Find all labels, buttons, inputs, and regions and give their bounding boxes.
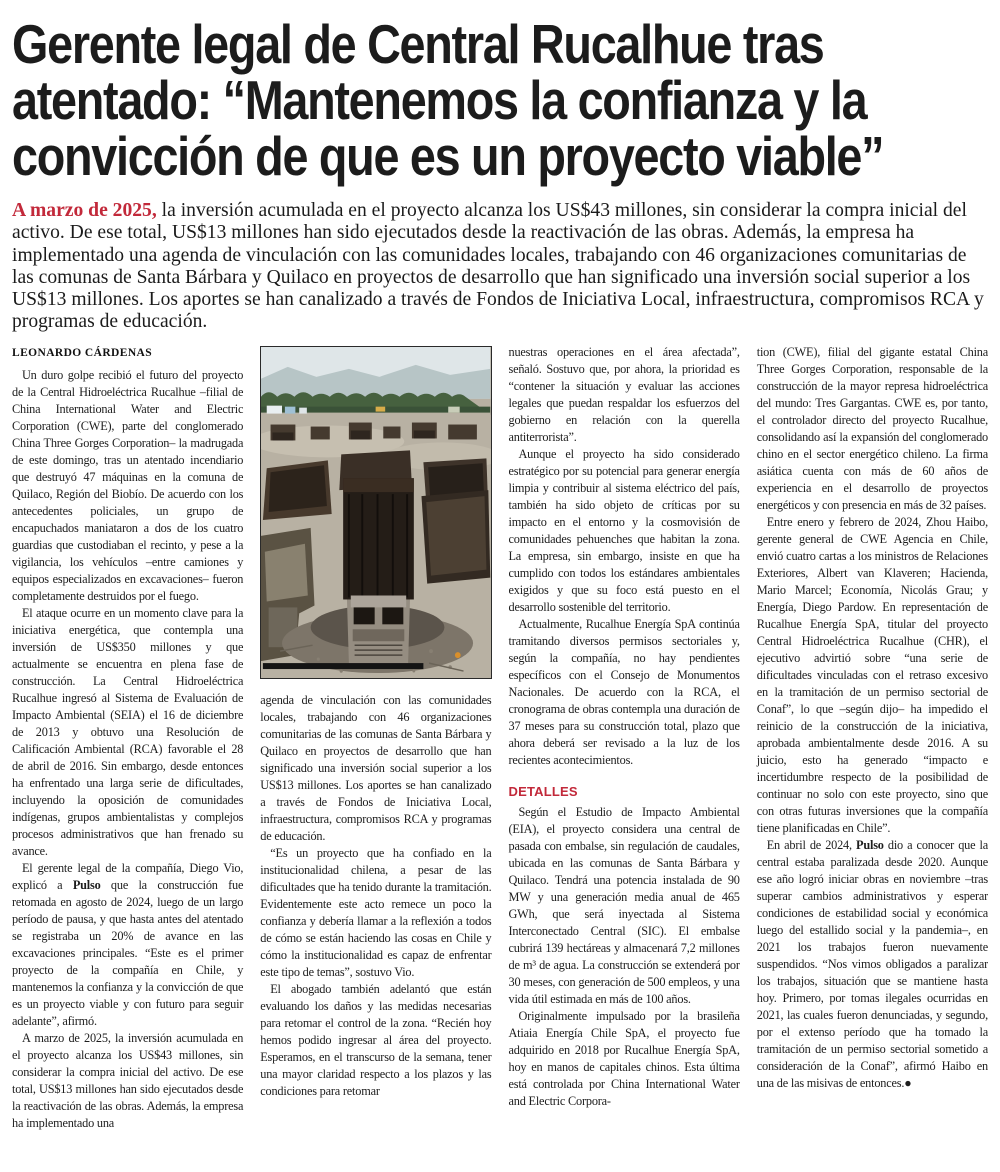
article-column-1 bbox=[12, 344, 243, 1138]
burned-trucks-illustration bbox=[261, 347, 490, 678]
lead-paragraph bbox=[12, 200, 988, 334]
article-paragraph: Originalmente impulsado por la brasileña Atiaia Energía Chile SpA, el proyecto fue adquirido en 2018 por Rucalhue Energía SpA, hoy en manos de capitales chinos. Esta última está controlada por China International Water and Electric Corpora- bbox=[508, 1008, 740, 1108]
lead-intro-date: A marzo de 2025, bbox=[12, 200, 157, 221]
article-paragraph: En abril de 2024, Pulso dio a conocer que la central estaba paralizada desde 2020. Aunque ese año logró iniciar obras en noviembre –tras superar cambios administrativos y esperar condiciones de estabilidad social y económica luego del estallido social y la pandemia–, en 2021 los trabajos fueron nuevamente suspendidos. “Nos vimos obligados a paralizar los trabajos, situación que se mantiene hasta hoy. Primero, por tomas ilegales ocurridas en 2021, las cuales fueron denunciadas, y segundo, por el extenso período que ha tomado la tramitación de un permiso sectorial sometido a consideración de la Conaf”, afirmó Haibo en una de las misivas de entonces.● bbox=[756, 837, 988, 1090]
article-paragraph: Un duro golpe recibió el futuro del proyecto de la Central Hidroeléctrica Rucalhue –filial de China International Water and Electric Corporation (CWE), parte del conglomerado China Three Gorges Corporation– la madrugada de este domingo, tras un atentado incendiario que destruyó 47 máquinas en la comuna de Quilaco, Región del Biobío. De acuerdo con los antecedentes policiales, un grupo de encapuchados maniataron a dos de los cuatro guardias que custodiaban el recinto, y pese a la vigilancia, los vehículos –entre camiones y equipos especializados en excavaciones– fueron completamente destruidos por el fuego. bbox=[12, 367, 244, 603]
article-paragraph: nuestras operaciones en el área afectada”, señaló. Sostuvo que, por ahora, la prioridad es “contener la situación y evaluar las acciones legales que puedan respaldar los esfuerzos del gobierno en relación con la querella antiterrorista”. bbox=[508, 344, 740, 444]
article-paragraph: tion (CWE), filial del gigante estatal China Three Gorges Corporation, responsable de la construcción de la mayor represa hidroeléctrica del mundo: Tres Gargantas. CWE es, por tanto, el controlador directo del proyecto Rucalhue, consolidando así la expansión del conglomerado chino en el sector energético chileno. La firma asiática cuenta con más de 60 años de experiencia en el desarrollo de proyectos energéticos y con presencia en más de 32 países. bbox=[756, 344, 988, 512]
article-column-4 bbox=[757, 344, 988, 1138]
article-paragraph: El ataque ocurre en un momento clave para la iniciativa energética, que contempla una inversión de US$350 millones y que actualmente se encuentra en plena fase de construcción. La Central Hidroeléctrica Rucalhue ingresó al Sistema de Evaluación de Impacto Ambiental (SEIA) el 16 de diciembre de 2013 y obtuvo una Resolución de Calificación Ambiental (RCA) favorable el 28 de abril de 2016. Sin embargo, desde entonces ha enfrentado una larga serie de dificultades, incluyendo la oposición de comunidades indígenas, grupos ambientalistas y complejos procesos administrativos que han frenado su avance. bbox=[12, 605, 244, 858]
article-paragraph: Según el Estudio de Impacto Ambiental (EIA), el proyecto considera una central de pasada con embalse, sin regulación de caudales, ubicada en las comunas de Santa Bárbara y Quilaco. Tendrá una potencia instalada de 90 MW y una generación media anual de 465 GWh, que será inyectada al Sistema Interconectado Central (SIC). El embalse cubrirá 139 hectáreas y almacenará 7,2 millones de m³ de agua. La construcción se extenderá por 30 meses, con generación de 500 empleos, y una vida útil estimada en más de 100 años. bbox=[508, 804, 740, 1006]
article-paragraph: El gerente legal de la compañía, Diego Vio, explicó a Pulso que la construcción fue retomada en agosto de 2024, luego de un largo período de pausa, y que hasta antes del atentado se registraba un 20% de avance en las excavaciones principales. “Este es el primer proyecto de la compañía en Chile, y mantenemos la confianza y la convicción de que es un proyecto viable y con futuro para seguir adelante”, afirmó. bbox=[12, 860, 244, 1028]
headline-line-3: convicción de que es un proyecto viable” bbox=[12, 125, 884, 187]
article-paragraph: “Es un proyecto que ha confiado en la institucionalidad chilena, a pesar de las dificultades que ha tenido durante la tramitación. Evidentemente este acto remece un poco la confianza y debería llamar a la reflexión a todos de cómo se están haciendo las cosas en Chile y cómo la institucionalidad es capaz de enfrentar este tipo de temas”, sostuvo Vio. bbox=[260, 845, 492, 979]
byline: LEONARDO CÁRDENAS bbox=[12, 346, 153, 359]
article-columns bbox=[12, 344, 988, 1138]
article-column-3 bbox=[509, 344, 740, 1138]
article-paragraph: Aunque el proyecto ha sido considerado estratégico por su potencial para generar energía limpia y contribuir al sistema eléctrico del país, también ha sido objeto de críticas por su impacto en el entorno y la cosmovisión de comunidades pehuenches que habitan la zona. La empresa, sin embargo, insiste en que ha cumplido con todos los estándares ambientales exigidos y que su foco está puesto en el desarrollo sostenible del territorio. bbox=[508, 446, 740, 614]
article-paragraph: El abogado también adelantó que están evaluando los daños y las medidas necesarias para retomar el control de la zona. “Recién hoy hemos podido ingresar al área del proyecto. Esperamos, en el transcurso de la semana, tener una mayor claridad respecto a los plazos y las condiciones para retomar bbox=[260, 981, 492, 1098]
article-headline bbox=[12, 13, 988, 187]
headline-line-2: atentado: “Mantenemos la confianza y la bbox=[12, 69, 867, 131]
burned-trucks-photo bbox=[260, 346, 491, 679]
lead-text: la inversión acumulada en el proyecto alcanza los US$43 millones, sin considerar la compra inicial del activo. De ese total, US$13 millones han sido ejecutados desde la reactivación de las obras. Además, la empresa ha implementado una agenda de vinculación con las comunidades locales, trabajando con 46 organizaciones comunitarias de las comunas de Santa Bárbara y Quilaco en proyectos de desarrollo que han significado una inversión social superior a los US$13 millones. Los aportes se han canalizado a través de Fondos de Iniciativa Local, infraestructura, compromisos RCA y programas de educación. bbox=[12, 200, 984, 333]
article-paragraph: Entre enero y febrero de 2024, Zhou Haibo, gerente general de CWE Agencia en Chile, envió cuatro cartas a los ministros de Relaciones Exteriores, Albert van Klaveren; Hacienda, Mario Marcel; Economía, Nicolás Grau; y Energía, Diego Pardow. En representación de Rucalhue Energía SpA, titular del proyecto Central Hidroeléctrica Rucalhue (CHR), el ejecutivo advirtió sobre “una serie de dificultades vinculadas con el retraso excesivo en la tramitación de un permiso sectorial de Conaf”, lo que –según dijo– ha impedido el reinicio de la construcción de la iniciativa, aprobada ambientalmente desde 2016. A su juicio, esto ha generado “impacto e incertidumbre respecto de la posibilidad de continuar no solo con este proyecto, sino que con otras futuras inversiones que la compañía tiene planificadas en Chile”. bbox=[756, 514, 988, 835]
details-subhead: DETALLES bbox=[508, 783, 578, 799]
headline-line-1: Gerente legal de Central Rucalhue tras bbox=[12, 13, 824, 75]
article-paragraph: agenda de vinculación con las comunidades locales, trabajando con 46 organizaciones comunitarias de las comunas de Santa Bárbara y Quilaco en proyectos de desarrollo que han significado una inversión social superior a los US$13 millones. Los aportes se han canalizado a través de Fondos de Iniciativa Local, infraestructura, compromisos RCA y programas de educación. bbox=[260, 692, 492, 843]
article-paragraph: Actualmente, Rucalhue Energía SpA continúa tramitando diversos permisos sectoriales y, según la compañía, no hay pendientes específicos con el Consejo de Monumentos Nacionales. De acuerdo con la RCA, el cronograma de obras contempla una duración de 37 meses para su construcción total, plazo que ahora deberá ser revisado a la luz de los recientes acontecimientos. bbox=[508, 616, 740, 767]
article-column-2 bbox=[260, 344, 491, 1138]
article-paragraph: A marzo de 2025, la inversión acumulada en el proyecto alcanza los US$43 millones, sin considerar la compra inicial del activo. De ese total, US$13 millones han sido ejecutados desde la reactivación de las obras. Además, la empresa ha implementado una bbox=[12, 1030, 244, 1130]
